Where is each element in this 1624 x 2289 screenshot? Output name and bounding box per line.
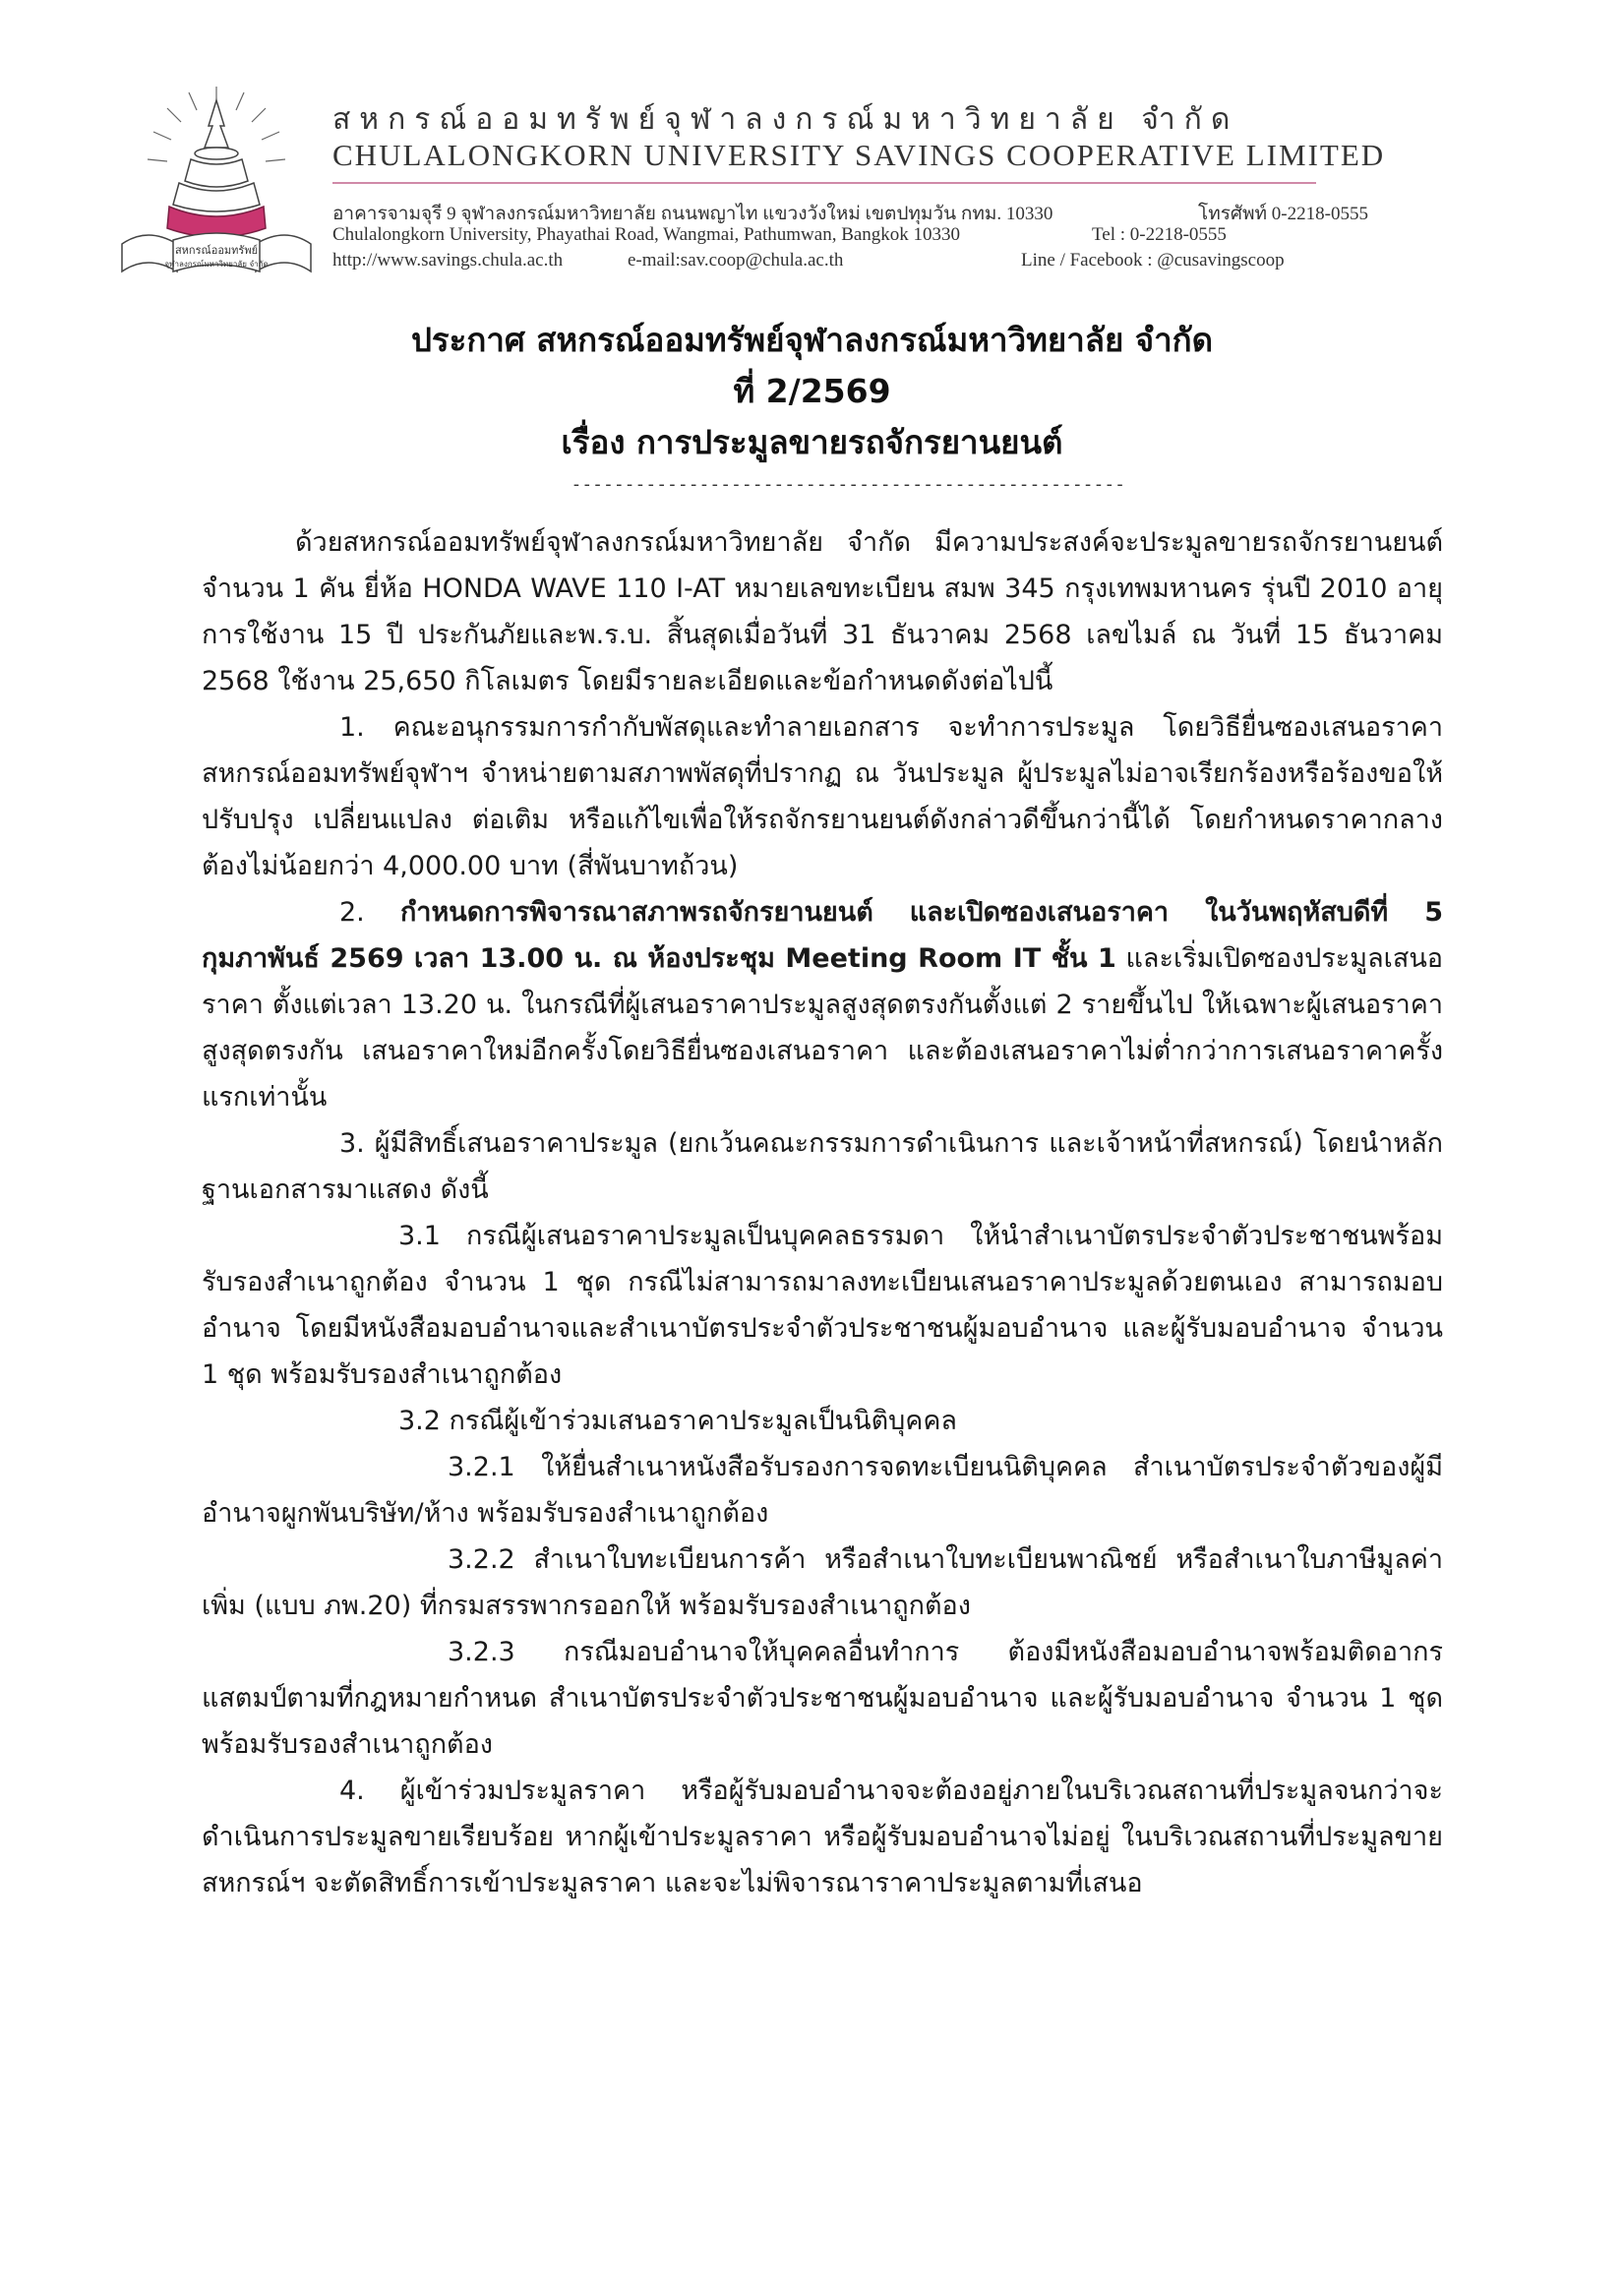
announcement-body [202, 519, 1443, 1906]
clause-3-1: 3.1 กรณีผู้เสนอราคาประมูลเป็นบุคคลธรรมดา ให้นำสำเนาบัตรประจำตัวประชาชนพร้อมรับรองสำเนาถูกต้อง จำนวน 1 ชุด กรณีไม่สามารถมาลงทะเบียนเสนอราคาประมูลด้วยตนเอง สามารถมอบอำนาจ โดยมีหนังสือมอบอำนาจและสำเนาบัตรประจำตัวประชาชนผู้มอบอำนาจ และผู้รับมอบอำนาจ จำนวน 1 ชุด พร้อมรับรองสำเนาถูกต้อง [202, 1221, 1443, 1390]
clause-3-2-1: 3.2.1 ให้ยื่นสำเนาหนังสือรับรองการจดทะเบียนนิติบุคคล สำเนาบัตรประจำตัวของผู้มีอำนาจผูกพันบริษัท/ห้าง พร้อมรับรองสำเนาถูกต้อง [202, 1452, 1443, 1529]
title-line-1: ประกาศ สหกรณ์ออมทรัพย์จุฬาลงกรณ์มหาวิทยาลัย จำกัด [410, 321, 1214, 359]
clause-3-2-2: 3.2.2 สำเนาใบทะเบียนการค้า หรือสำเนาใบทะเบียนพาณิชย์ หรือสำเนาใบภาษีมูลค่าเพิ่ม (แบบ ภพ.20) ที่กรมสรรพากรออกให้ พร้อมรับรองสำเนาถูกต้อง [202, 1544, 1443, 1621]
website-link[interactable]: http://www.savings.chula.ac.th [332, 250, 564, 271]
clause-4: 4. ผู้เข้าร่วมประมูลราคา หรือผู้รับมอบอำนาจจะต้องอยู่ภายในบริเวณสถานที่ประมูลจนกว่าจะดำเนินการประมูลขายเรียบร้อย หากผู้เข้าประมูลราคา หรือผู้รับมอบอำนาจไม่อยู่ ในบริเวณสถานที่ประมูลขาย สหกรณ์ฯ จะตัดสิทธิ์การเข้าประมูลราคา และจะไม่พิจารณาราคาประมูลตามที่เสนอ [202, 1776, 1443, 1898]
letterhead [118, 79, 1386, 285]
contact-row-online [332, 250, 1285, 271]
cooperative-logo [118, 79, 315, 285]
phone-english: Tel : 0-2218-0555 [1092, 224, 1227, 245]
announcement-number: ที่ 2/2569 [733, 372, 891, 410]
clause-3-2-3: 3.2.3 กรณีมอบอำนาจให้บุคคลอื่นทำการ ต้องมีหนังสือมอบอำนาจพร้อมติดอากรแสตมป์ตามที่กฎหมายกำหนด สำเนาบัตรประจำตัวประชาชนผู้มอบอำนาจ และผู้รับมอบอำนาจ จำนวน 1 ชุด พร้อมรับรองสำเนาถูกต้อง [202, 1637, 1443, 1760]
address-english: Chulalongkorn University, Phayathai Road, Wangmai, Pathumwan, Bangkok 10330 [332, 224, 961, 245]
intro-paragraph: ด้วยสหกรณ์ออมทรัพย์จุฬาลงกรณ์มหาวิทยาลัย จำกัด มีความประสงค์จะประมูลขายรถจักรยานยนต์ จำนวน 1 คัน ยี่ห้อ HONDA WAVE 110 I-AT หมายเลขทะเบียน สมพ 345 กรุงเทพมหานคร รุ่นปี 2010 อายุการใช้งาน 15 ปี ประกันภัยและพ.ร.บ. สิ้นสุดเมื่อวันที่ 31 ธันวาคม 2568 เลขไมล์ ณ วันที่ 15 ธันวาคม 2568 ใช้งาน 25,650 กิโลเมตร โดยมีรายละเอียดและข้อกำหนดดังต่อไปนี้ [202, 527, 1443, 696]
email-address[interactable]: e-mail:sav.coop@chula.ac.th [628, 250, 844, 271]
clause-2-details: และเริ่มเปิดซองประมูลเสนอราคา ตั้งแต่เวลา 13.20 น. ในกรณีที่ผู้เสนอราคาประมูลสูงสุดตรงกันตั้งแต่ 2 รายขึ้นไป ให้เฉพาะผู้เสนอราคาสูงสุดตรงกัน เสนอราคาใหม่อีกครั้งโดยวิธียื่นซองเสนอราคา และต้องเสนอราคาไม่ต่ำกว่าการเสนอราคาครั้งแรกเท่านั้น [202, 943, 1443, 1113]
phone-thai: โทรศัพท์ 0-2218-0555 [1198, 204, 1368, 224]
social-handle: Line / Facebook : @cusavingscoop [1021, 250, 1285, 271]
svg-text:จุฬาลงกรณ์มหาวิทยาลัย จำกัด: จุฬาลงกรณ์มหาวิทยาลัย จำกัด [164, 260, 269, 269]
address-thai: อาคารจามจุรี 9 จุฬาลงกรณ์มหาวิทยาลัย ถนนพญาไท แขวงวังใหม่ เขตปทุมวัน กทม. 10330 [332, 204, 1053, 224]
clause-2-schedule: กำหนดการพิจารณาสภาพรถจักรยานยนต์ และเปิดซองเสนอราคา ในวันพฤหัสบดีที่ 5 กุมภาพันธ์ 2569 เวลา 13.00 น. ณ ห้องประชุม Meeting Room IT ชั้น 1 [202, 897, 1443, 974]
org-name-english: CHULALONGKORN UNIVERSITY SAVINGS COOPERATIVE LIMITED [332, 138, 1386, 172]
org-name-thai: สหกรณ์ออมทรัพย์จุฬาลงกรณ์มหาวิทยาลัย จำกัด [332, 102, 1239, 137]
title-separator: ---------------------------------------------------- [571, 474, 1126, 495]
svg-text:สหกรณ์ออมทรัพย์: สหกรณ์ออมทรัพย์ [174, 244, 259, 257]
clause-2 [202, 889, 1443, 1120]
announcement-title [0, 315, 1624, 495]
clause-3: 3. ผู้มีสิทธิ์เสนอราคาประมูล (ยกเว้นคณะกรรมการดำเนินการ และเจ้าหน้าที่สหกรณ์) โดยนำหลักฐานเอกสารมาแสดง ดังนี้ [202, 1128, 1443, 1205]
letterhead-divider [332, 182, 1316, 184]
clause-3-2: 3.2 กรณีผู้เข้าร่วมเสนอราคาประมูลเป็นนิติบุคคล [398, 1406, 957, 1436]
clause-2-number: 2. [339, 897, 400, 928]
announcement-subject: เรื่อง การประมูลขายรถจักรยานยนต์ [561, 423, 1063, 461]
contact-row-english [332, 224, 1227, 246]
clause-1: 1. คณะอนุกรรมการกำกับพัสดุและทำลายเอกสาร จะทำการประมูล โดยวิธียื่นซองเสนอราคา สหกรณ์ออมทรัพย์จุฬาฯ จำหน่ายตามสภาพพัสดุที่ปรากฏ ณ วันประมูล ผู้ประมูลไม่อาจเรียกร้องหรือร้องขอให้ปรับปรุง เปลี่ยนแปลง ต่อเติม หรือแก้ไขเพื่อให้รถจักรยานยนต์ดังกล่าวดีขึ้นกว่านี้ได้ โดยกำหนดราคากลาง ต้องไม่น้อยกว่า 4,000.00 บาท (สี่พันบาทถ้วน) [202, 712, 1443, 881]
